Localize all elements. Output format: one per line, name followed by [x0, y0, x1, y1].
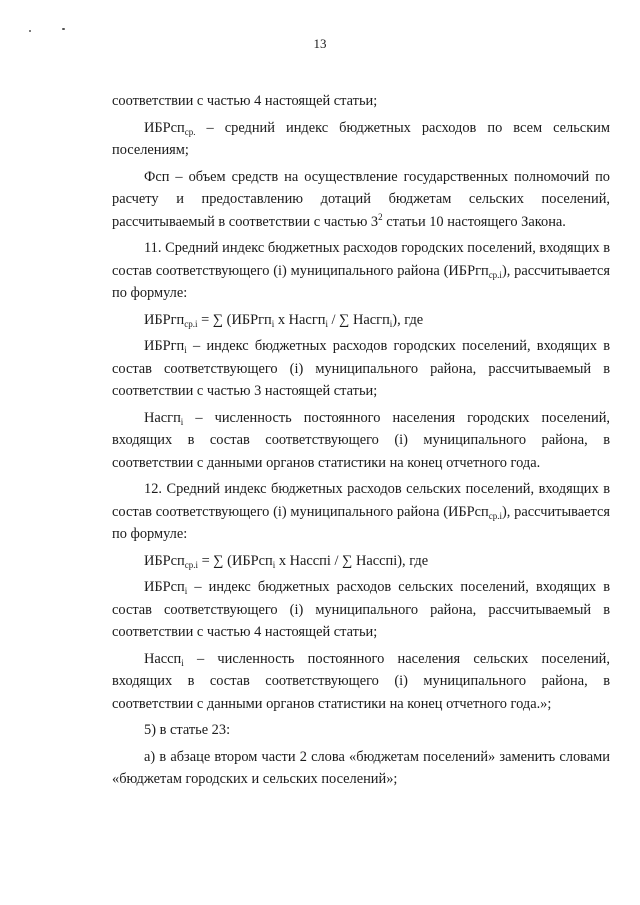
page-number: 13: [313, 36, 327, 51]
paragraph: ИБРсп$_i$ – индекс бюджетных расходов сельских поселений, входящих в состав соответствующего (i) муниципального района, рассчитываемый в соответствии с частью 4 настоящей статьи;: [112, 579, 610, 640]
formula: ИБРсп$_{ср.i}$ = ∑ (ИБРсп$_i$ х Насспi / ∑ Насспi), где: [144, 552, 429, 570]
scan-speck: [29, 30, 31, 32]
formula: ИБРгп$_{ср.i}$ = ∑ (ИБРгп$_i$ х Насгп$_i$ / ∑ Насгп$_i$), где: [144, 311, 424, 329]
paragraph: Насcп$_i$ – численность постоянного населения сельских поселений, входящих в состав соответствующего (i) муниципального района, в соответствии с данными органов статистики на конец отчетного года.»;: [112, 650, 610, 712]
paragraph: 5) в статье 23:: [144, 722, 231, 738]
paragraph: ИБРсп$_{ср.}$ – средний индекс бюджетных расходов по всем сельским поселениям;: [112, 119, 610, 158]
paragraph: ИБРгп$_i$ – индекс бюджетных расходов городских поселений, входящих в состав соответствующего (i) муниципального района, рассчитываемый в соответствии с частью 3 настоящей статьи;: [112, 338, 610, 399]
paragraph: Насгп$_i$ – численность постоянного населения городских поселений, входящих в состав соответствующего (i) муниципального района, в соответствии с данными органов статистики на конец отчетного года.: [112, 409, 610, 471]
document-body: [112, 90, 610, 795]
scan-speck: [62, 28, 65, 30]
paragraph: соответствии с частью 4 настоящей статьи;: [112, 93, 378, 109]
paragraph: а) в абзаце втором части 2 слова «бюджетам поселений» заменить словами «бюджетам городских и сельских поселений»;: [112, 748, 610, 787]
paragraph: Фсп – объем средств на осуществление государственных полномочий по расчету и предоставлению дотаций бюджетам сельских поселений, рассчитываемый в соответствии с частью $3^2$ статьи 10 настоящего Закона.: [112, 168, 610, 230]
paragraph: 11. Средний индекс бюджетных расходов городских поселений, входящих в состав соответствующего (i) муниципального района (ИБРгп$_{ср.i}$), рассчитывается по формуле:: [112, 240, 610, 301]
paragraph: 12. Средний индекс бюджетных расходов сельских поселений, входящих в состав соответствующего (i) муниципального района (ИБРсп$_{ср.i}$), рассчитывается по формуле:: [112, 481, 610, 542]
